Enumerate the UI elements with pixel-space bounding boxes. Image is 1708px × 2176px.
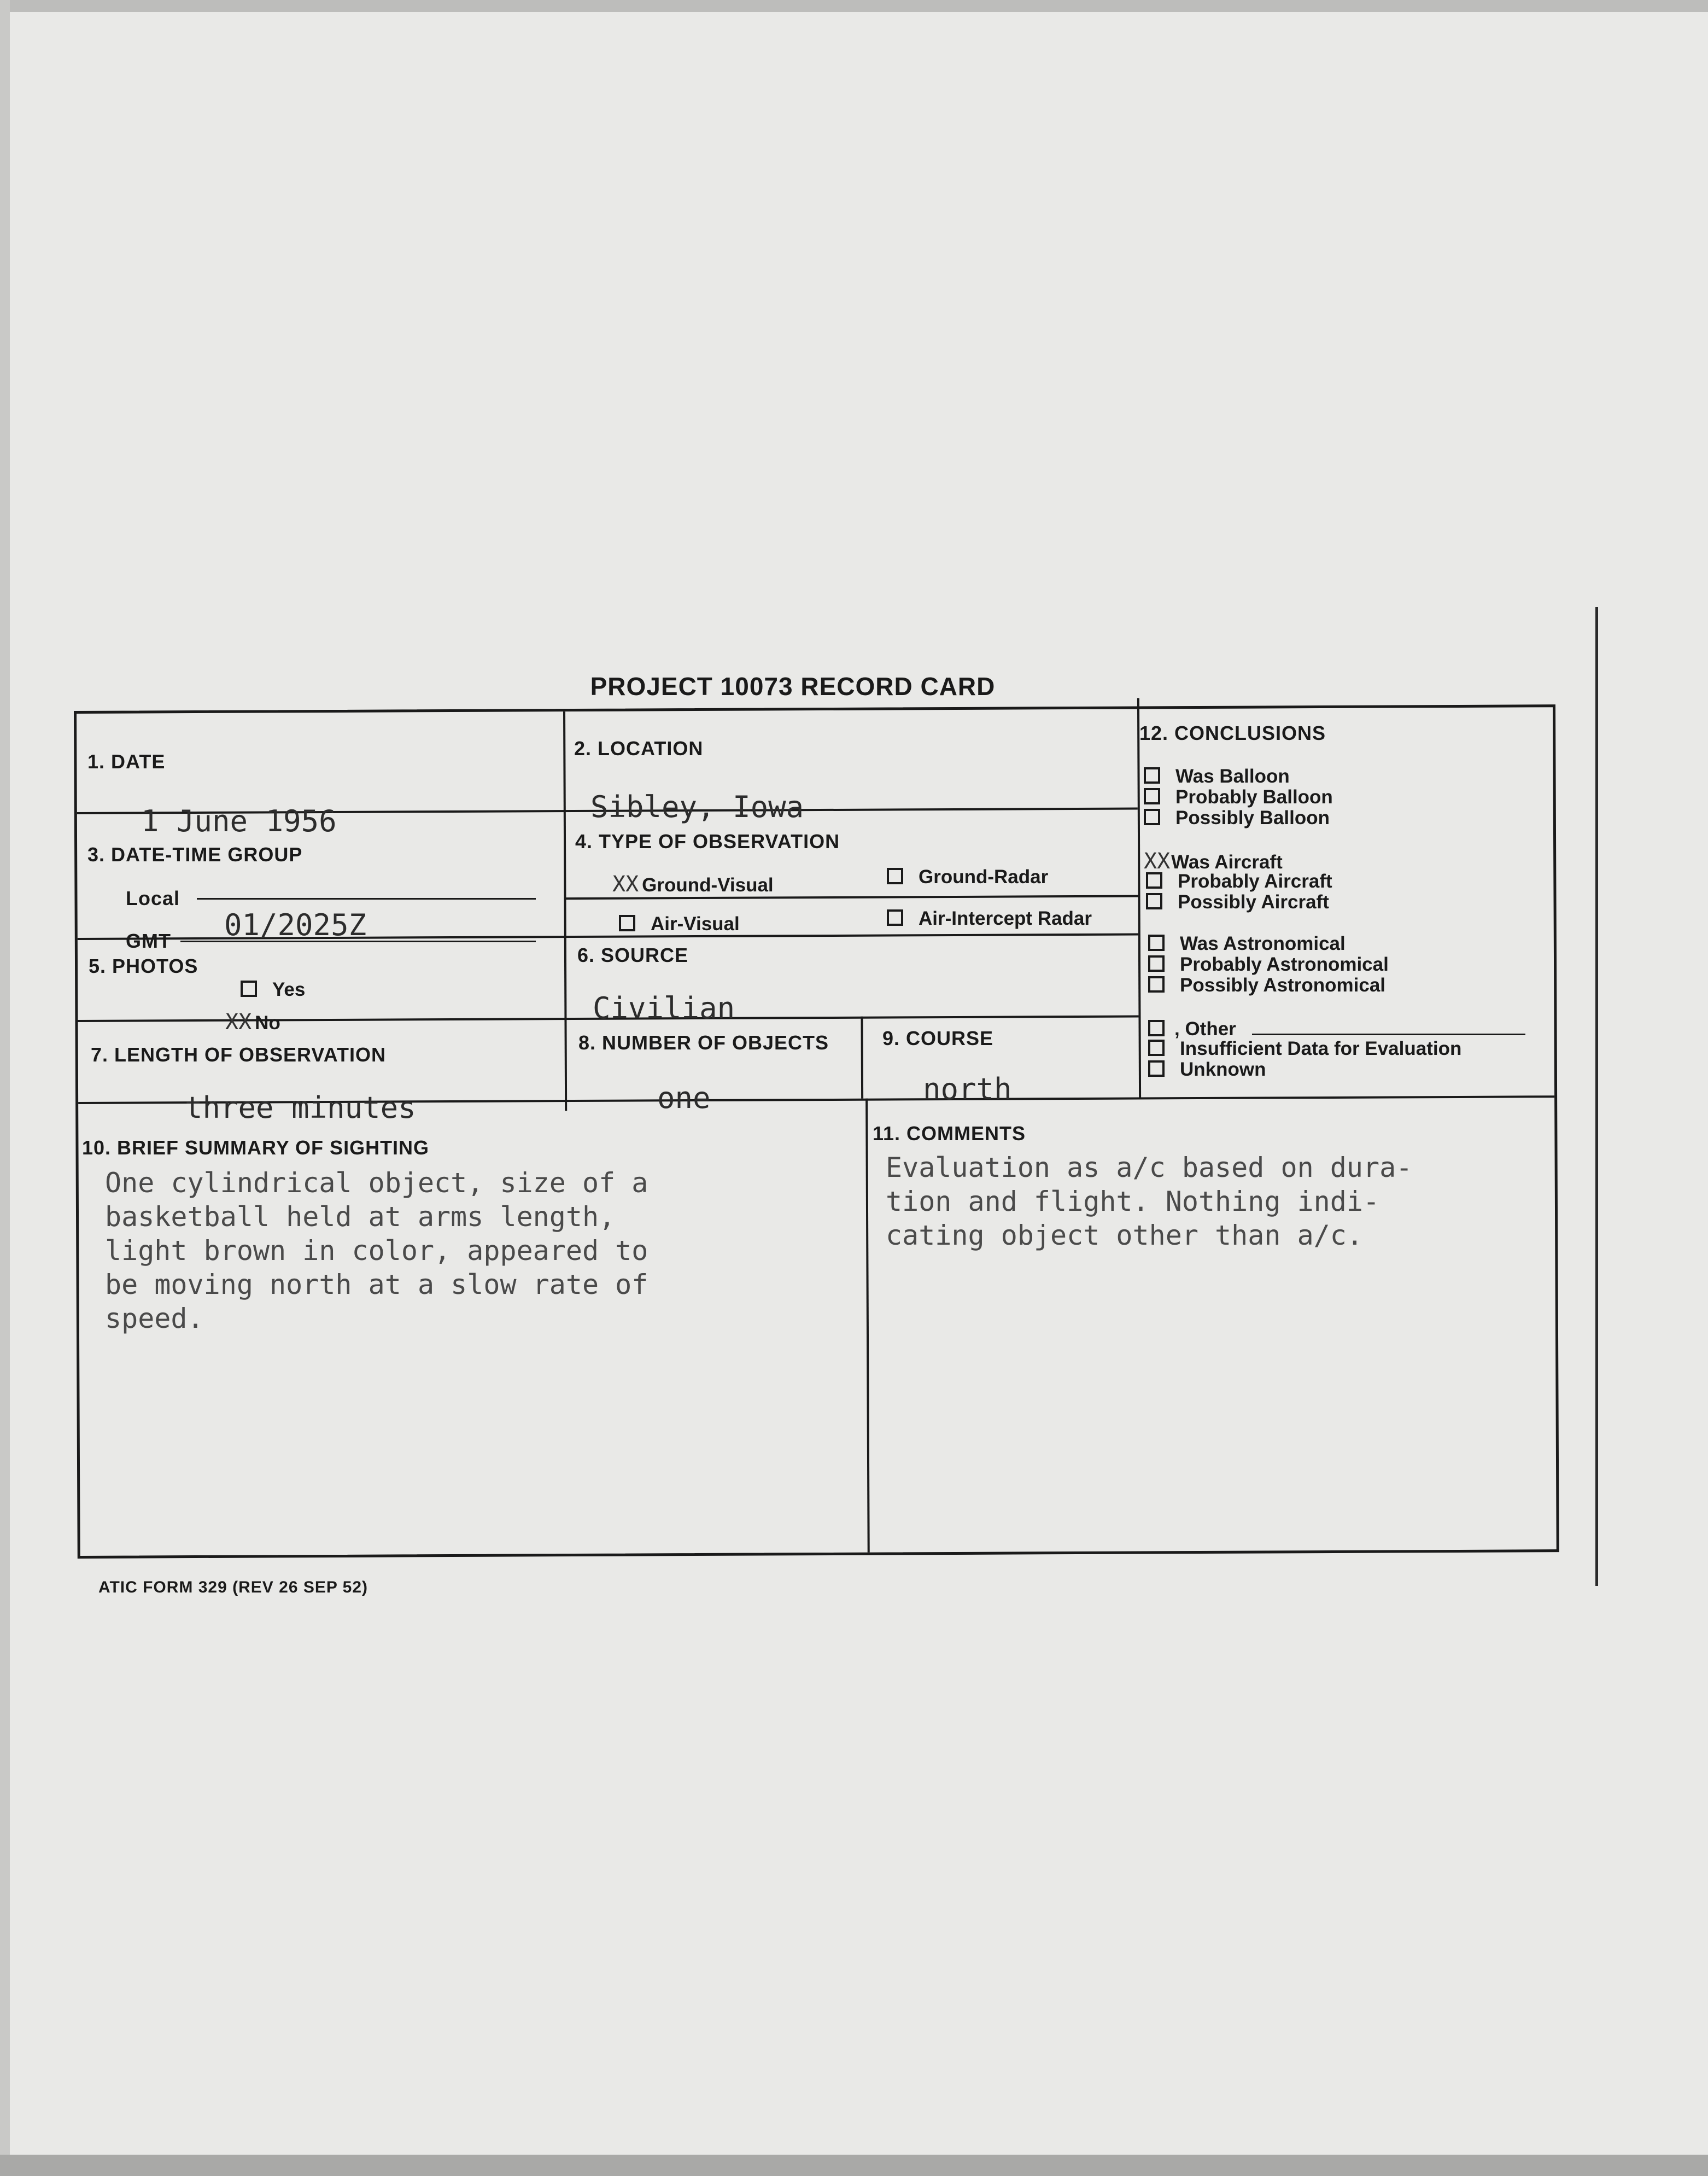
conclusion-was-balloon: Was Balloon: [1144, 766, 1290, 787]
checkbox-icon: [1148, 976, 1165, 993]
checkbox-icon: [1144, 788, 1160, 804]
checkbox-icon: [1148, 1060, 1165, 1077]
number-of-objects-label: 8. NUMBER OF OBJECTS: [578, 1031, 829, 1054]
comments-line: Evaluation as a/c based on dura-: [886, 1152, 1413, 1183]
other-underline: [1252, 1034, 1525, 1035]
page-edge-left: [0, 0, 10, 2176]
option-ground-radar: Ground-Radar: [887, 866, 1048, 888]
checkbox-icon: [887, 909, 903, 926]
summary-line: light brown in color, appeared to: [105, 1235, 648, 1267]
checkbox-icon: [1146, 872, 1162, 889]
checkbox-icon: [1144, 767, 1160, 784]
date-time-group-label: 3. DATE-TIME GROUP: [87, 843, 303, 866]
source-label: 6. SOURCE: [577, 944, 689, 966]
course-label: 9. COURSE: [882, 1027, 994, 1049]
conclusion-was-aircraft: XXWas Aircraft: [1144, 849, 1283, 874]
page-edge-top: [0, 0, 1708, 12]
page-edge-bottom: [0, 2155, 1708, 2176]
conclusion-possibly-astronomical: Possibly Astronomical: [1148, 975, 1385, 996]
checkbox-icon: [887, 868, 903, 884]
comments-line: tion and flight. Nothing indi-: [886, 1186, 1380, 1217]
summary-line: be moving north at a slow rate of: [105, 1269, 648, 1300]
form-footer: ATIC FORM 329 (REV 26 SEP 52): [98, 1578, 368, 1596]
conclusion-probably-balloon: Probably Balloon: [1144, 786, 1333, 808]
comments-label: 11. COMMENTS: [873, 1122, 1026, 1145]
conclusion-probably-astronomical: Probably Astronomical: [1148, 954, 1389, 976]
checkbox-icon: [1148, 955, 1165, 972]
summary-line: speed.: [105, 1303, 204, 1334]
option-photos-yes: Yes: [241, 979, 305, 1001]
divider: [1137, 698, 1141, 1097]
type-of-observation-label: 4. TYPE OF OBSERVATION: [575, 830, 840, 853]
checkbox-icon: [1144, 809, 1160, 825]
conclusion-probably-aircraft: Probably Aircraft: [1146, 871, 1332, 892]
option-photos-no: XX No: [225, 1010, 280, 1035]
conclusion-unknown: Unknown: [1148, 1059, 1266, 1081]
conclusions-label: 12. CONCLUSIONS: [1139, 722, 1326, 744]
source-value: Civilian: [593, 991, 735, 1025]
checkmark-x-icon: XX: [225, 1010, 252, 1035]
checkbox-icon: [1148, 1020, 1165, 1036]
option-ground-visual: XX Ground-Visual: [612, 872, 774, 897]
length-of-observation-label: 7. LENGTH OF OBSERVATION: [91, 1043, 387, 1066]
brief-summary-label: 10. BRIEF SUMMARY OF SIGHTING: [82, 1136, 430, 1159]
conclusion-was-astronomical: Was Astronomical: [1148, 933, 1346, 955]
checkbox-icon: [1148, 1040, 1165, 1056]
checkmark-x-icon: XX: [612, 872, 639, 897]
length-of-observation-value: three minutes: [185, 1090, 416, 1125]
local-underline: [197, 898, 536, 900]
number-of-objects-value: one: [657, 1081, 711, 1115]
gmt-underline: [180, 941, 536, 942]
location-label: 2. LOCATION: [574, 737, 704, 760]
comments-line: cating object other than a/c.: [886, 1220, 1363, 1251]
option-air-visual: Air-Visual: [619, 913, 740, 935]
conclusion-other: , Other: [1148, 1018, 1236, 1040]
gmt-label: GMT: [126, 930, 171, 952]
location-value: Sibley, Iowa: [590, 790, 804, 824]
option-air-intercept-radar: Air-Intercept Radar: [887, 908, 1092, 930]
summary-line: basketball held at arms length,: [105, 1201, 616, 1233]
gmt-value: 01/2025Z: [224, 908, 367, 942]
summary-line: One cylindrical object, size of a: [105, 1167, 648, 1199]
checkmark-x-icon: XX: [1144, 849, 1171, 874]
date-label: 1. DATE: [87, 750, 166, 773]
checkbox-icon: [1146, 893, 1162, 909]
date-value: 1 June 1956: [141, 804, 337, 838]
conclusion-possibly-balloon: Possibly Balloon: [1144, 807, 1330, 829]
local-label: Local: [126, 887, 180, 909]
course-value: north: [923, 1072, 1012, 1106]
divider: [865, 1099, 870, 1553]
checkbox-icon: [1148, 935, 1165, 951]
divider: [861, 1017, 863, 1099]
checkbox-icon: [241, 981, 257, 997]
checkbox-icon: [619, 915, 635, 931]
binder-line: [1595, 607, 1598, 1586]
form-title: PROJECT 10073 RECORD CARD: [590, 672, 996, 701]
divider: [563, 711, 567, 1111]
conclusion-insufficient-data: Insufficient Data for Evaluation: [1148, 1038, 1461, 1060]
conclusion-possibly-aircraft: Possibly Aircraft: [1146, 891, 1329, 913]
photos-label: 5. PHOTOS: [89, 955, 198, 977]
